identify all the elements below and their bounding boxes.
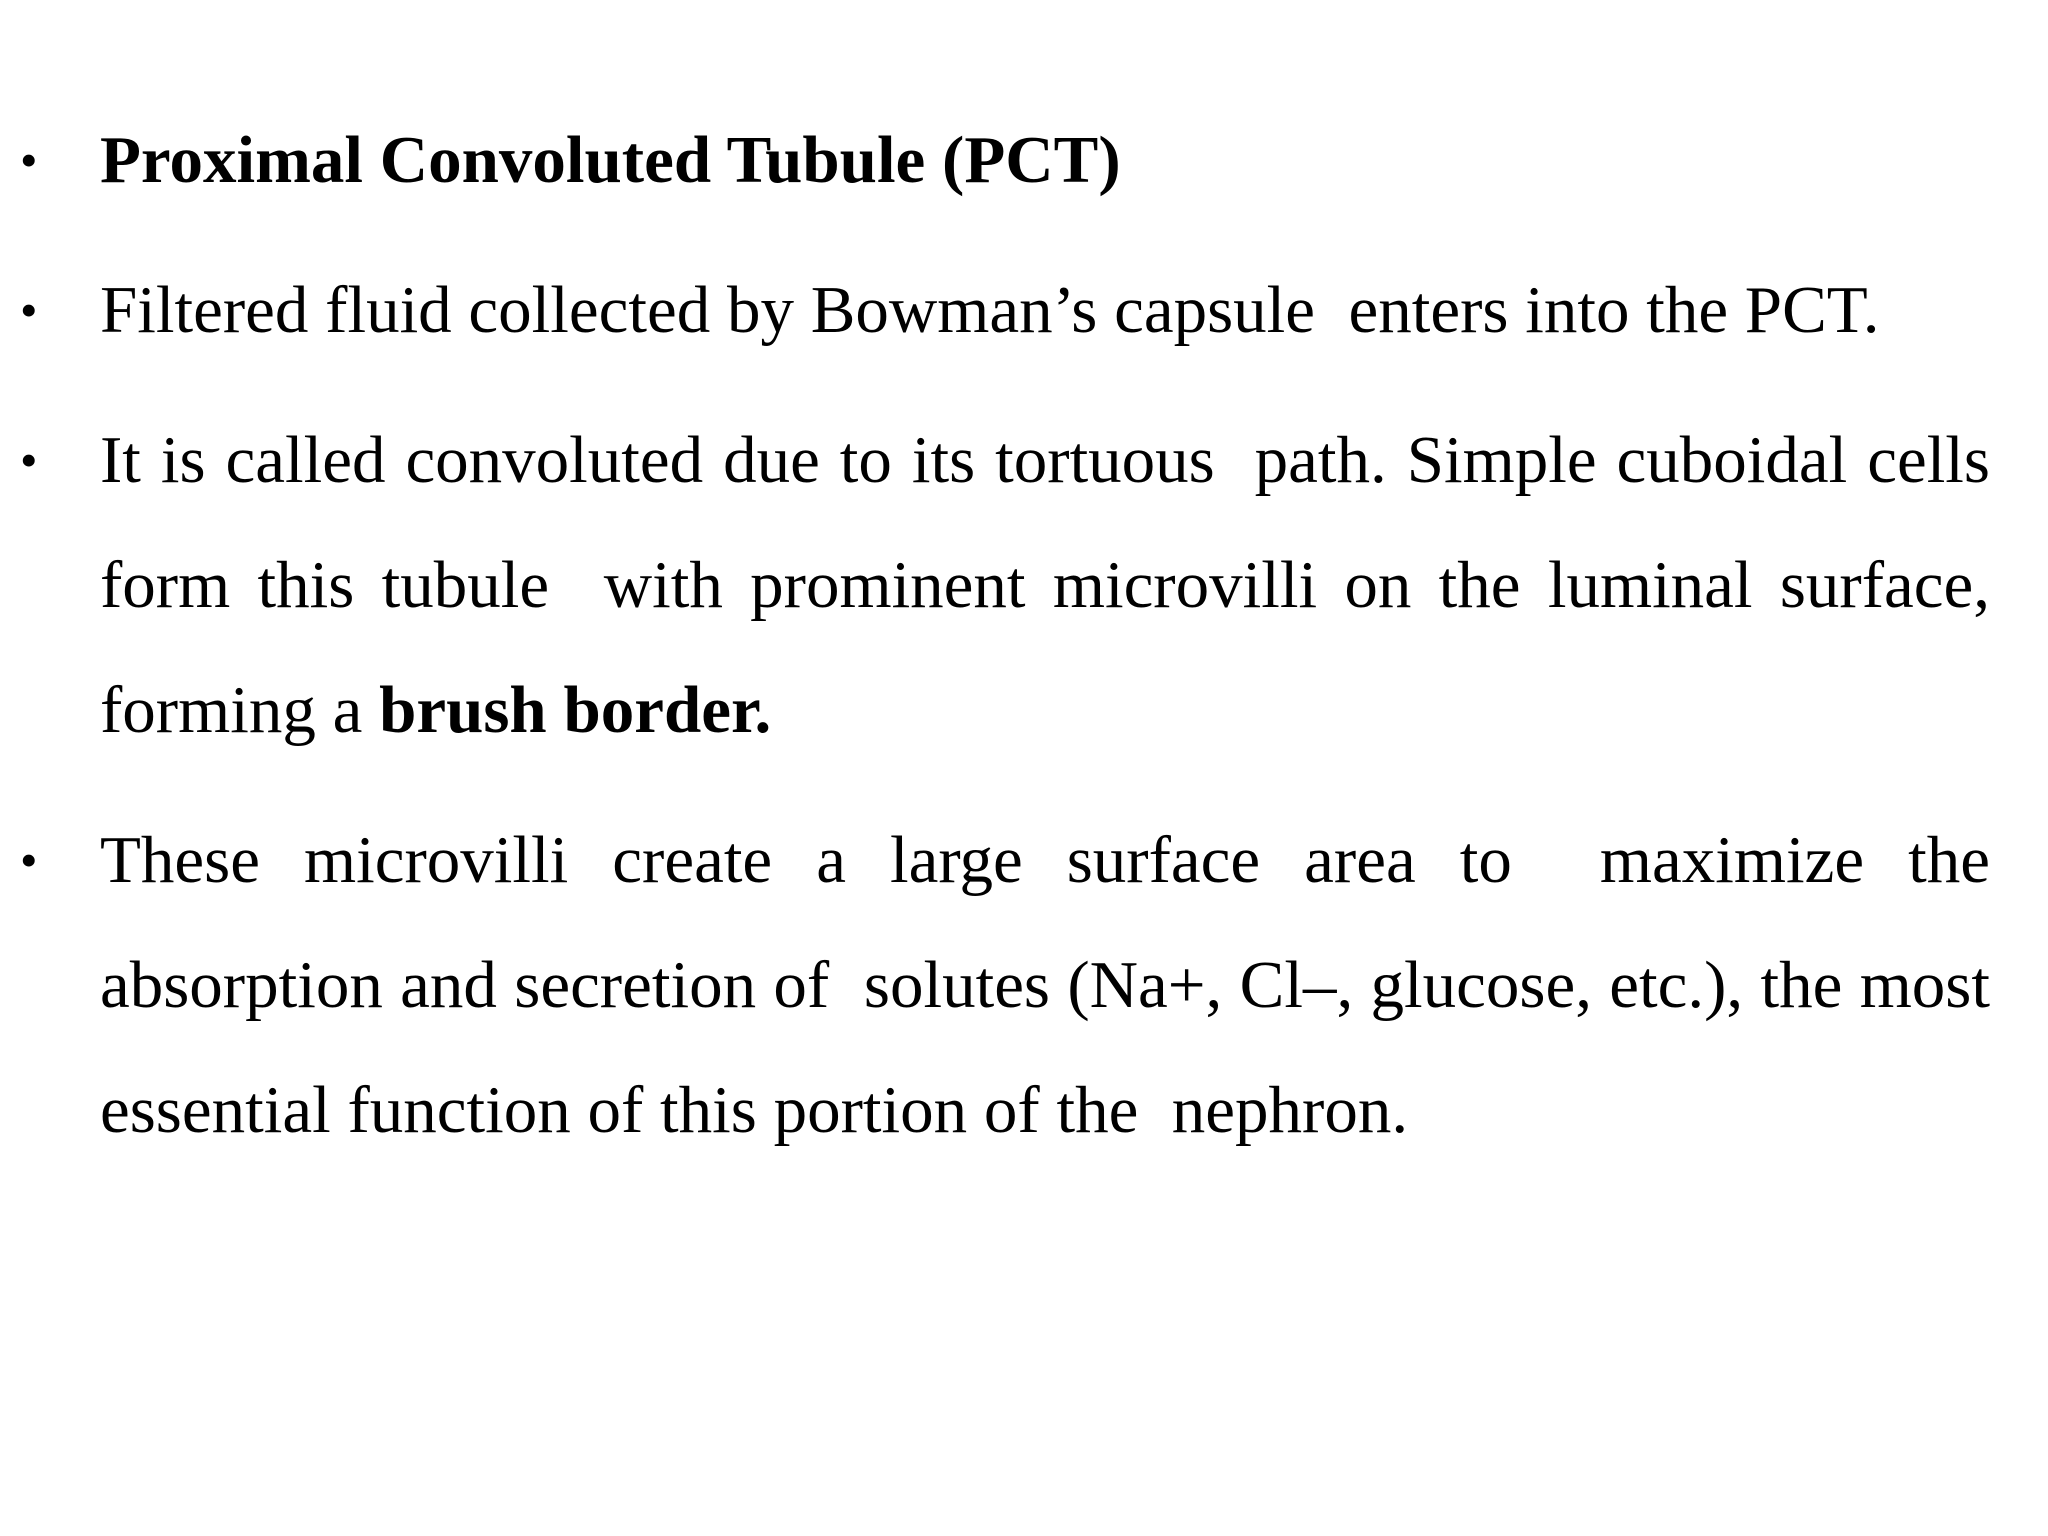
bullet-text: These microvilli create a large surface area to maximize the absorption and secretion of solutes (Na+, Cl–, glucose, etc.), the most essential function of this portion of the nephron. xyxy=(100,823,2024,1147)
bullet-text: It is called convoluted due to its tortuous path. Simple cuboidal cells form this tubule with prominent microvilli on the luminal surface, forming a xyxy=(100,423,2007,747)
bullet-item-filtered-fluid xyxy=(0,248,1990,373)
bullet-item-pct-heading xyxy=(0,98,1990,223)
bullet-marker: • xyxy=(20,832,38,888)
bullet-item-convoluted xyxy=(0,398,2007,773)
bullet-text: Filtered fluid collected by Bowman’s capsule enters into the PCT. xyxy=(100,273,1880,347)
bullet-emphasis-text: brush border. xyxy=(379,673,772,747)
bullet-marker: • xyxy=(20,432,38,488)
bullet-item-microvilli xyxy=(0,798,2024,1173)
bullet-list xyxy=(0,98,2048,1198)
bullet-marker: • xyxy=(20,132,38,188)
bullet-heading-text: Proximal Convoluted Tubule (PCT) xyxy=(100,123,1121,197)
bullet-marker: • xyxy=(20,282,38,338)
